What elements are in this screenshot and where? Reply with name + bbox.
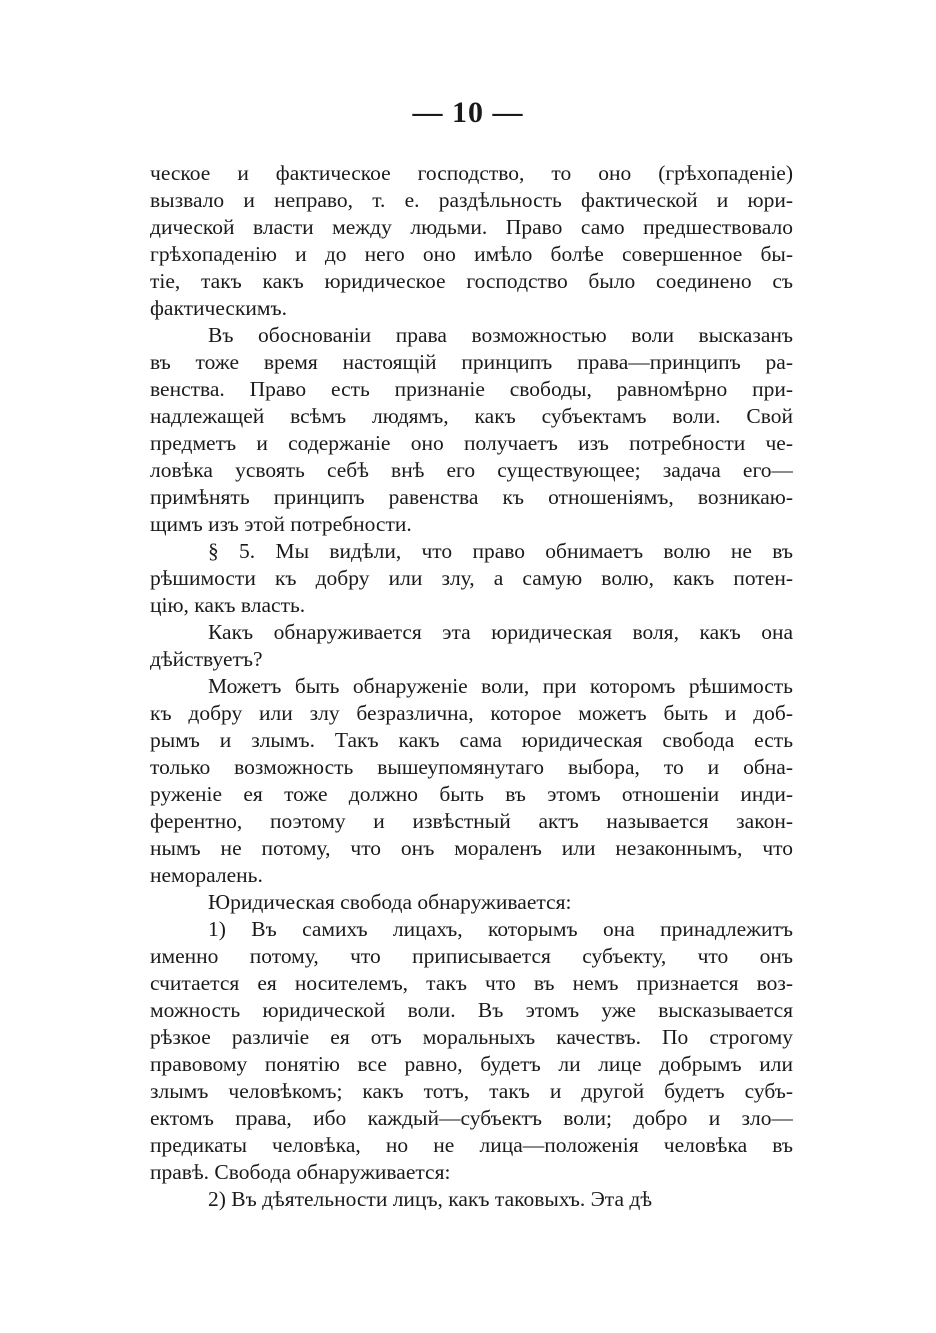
text-line: надлежащей всѣмъ людямъ, какъ субъектамъ воли. Свой xyxy=(150,404,793,428)
text-line: рымъ и злымъ. Такъ какъ сама юридическая свобода есть xyxy=(150,728,793,752)
text-line: примѣнять принципъ равенства къ отношеніямъ, возникаю- xyxy=(150,485,793,509)
text-line: злымъ человѣкомъ; какъ тотъ, такъ и другой будетъ субъ- xyxy=(150,1079,793,1103)
text-line: считается ея носителемъ, такъ что въ немъ признается воз- xyxy=(150,971,793,995)
text-line: ческое и фактическое господство, то оно (грѣхопаденіе) xyxy=(150,161,793,185)
text-line: правѣ. Свобода обнаруживается: xyxy=(150,1160,451,1184)
text-line: рѣшимости къ добру или злу, а самую волю, какъ потен- xyxy=(150,566,793,590)
page-number: — 10 — xyxy=(412,96,524,129)
text-line: въ тоже время настоящій принципъ права—принципъ ра- xyxy=(150,350,793,374)
text-line: именно потому, что приписывается субъекту, что онъ xyxy=(150,944,793,968)
body-text xyxy=(150,160,793,1213)
text-line: щимъ изъ этой потребности. xyxy=(150,512,412,536)
text-line: предметъ и содержаніе оно получаетъ изъ потребности че- xyxy=(150,431,793,455)
text-line: только возможность вышеупомянутаго выбора, то и обна- xyxy=(150,755,793,779)
text-line: 1) Въ самихъ лицахъ, которымъ она принадлежитъ xyxy=(208,917,793,941)
text-line: неморалень. xyxy=(150,863,263,887)
text-line: цію, какъ власть. xyxy=(150,593,306,617)
text-line: § 5. Мы видѣли, что право обнимаетъ волю не въ xyxy=(208,539,793,563)
text-line: предикаты человѣка, но не лица—положенія человѣка въ xyxy=(150,1133,793,1157)
text-line: правовому понятію все равно, будетъ ли лице добрымъ или xyxy=(150,1052,793,1076)
text-line: руженіе ея тоже должно быть въ этомъ отношеніи инди- xyxy=(150,782,793,806)
text-line: нымъ не потому, что онъ мораленъ или незаконнымъ, что xyxy=(150,836,793,860)
text-line: дѣйствуетъ? xyxy=(150,647,263,671)
text-line: Юридическая свобода обнаруживается: xyxy=(208,890,572,914)
text-line: вызвало и неправо, т. е. раздѣльность фактической и юри- xyxy=(150,188,793,212)
text-line: тіе, такъ какъ юридическое господство было соединено съ xyxy=(150,269,793,293)
text-line: ферентно, поэтому и извѣстный актъ называется закон- xyxy=(150,809,793,833)
text-line: венства. Право есть признаніе свободы, равномѣрно при- xyxy=(150,377,793,401)
text-line: грѣхопаденію и до него оно имѣло болѣе совершенное бы- xyxy=(150,242,793,266)
text-line: дической власти между людьми. Право само предшествовало xyxy=(150,215,793,239)
text-line: ловѣка усвоять себѣ внѣ его существующее; задача его— xyxy=(150,458,793,482)
text-line: Въ обоснованіи права возможностью воли высказанъ xyxy=(208,323,793,347)
text-line: 2) Въ дѣятельности лицъ, какъ таковыхъ. Эта дѣ xyxy=(208,1187,652,1211)
text-line: можность юридической воли. Въ этомъ уже высказывается xyxy=(150,998,793,1022)
text-line: Какъ обнаруживается эта юридическая воля, какъ она xyxy=(208,620,793,644)
text-line: Можетъ быть обнаруженіе воли, при которомъ рѣшимость xyxy=(208,674,793,698)
text-line: къ добру или злу безразлична, которое можетъ быть и доб- xyxy=(150,701,793,725)
text-line: ектомъ права, ибо каждый—субъектъ воли; добро и зло— xyxy=(150,1106,793,1130)
text-line: фактическимъ. xyxy=(150,296,288,320)
text-line: рѣзкое различіе ея отъ моральныхъ качествъ. По строгому xyxy=(150,1025,793,1049)
